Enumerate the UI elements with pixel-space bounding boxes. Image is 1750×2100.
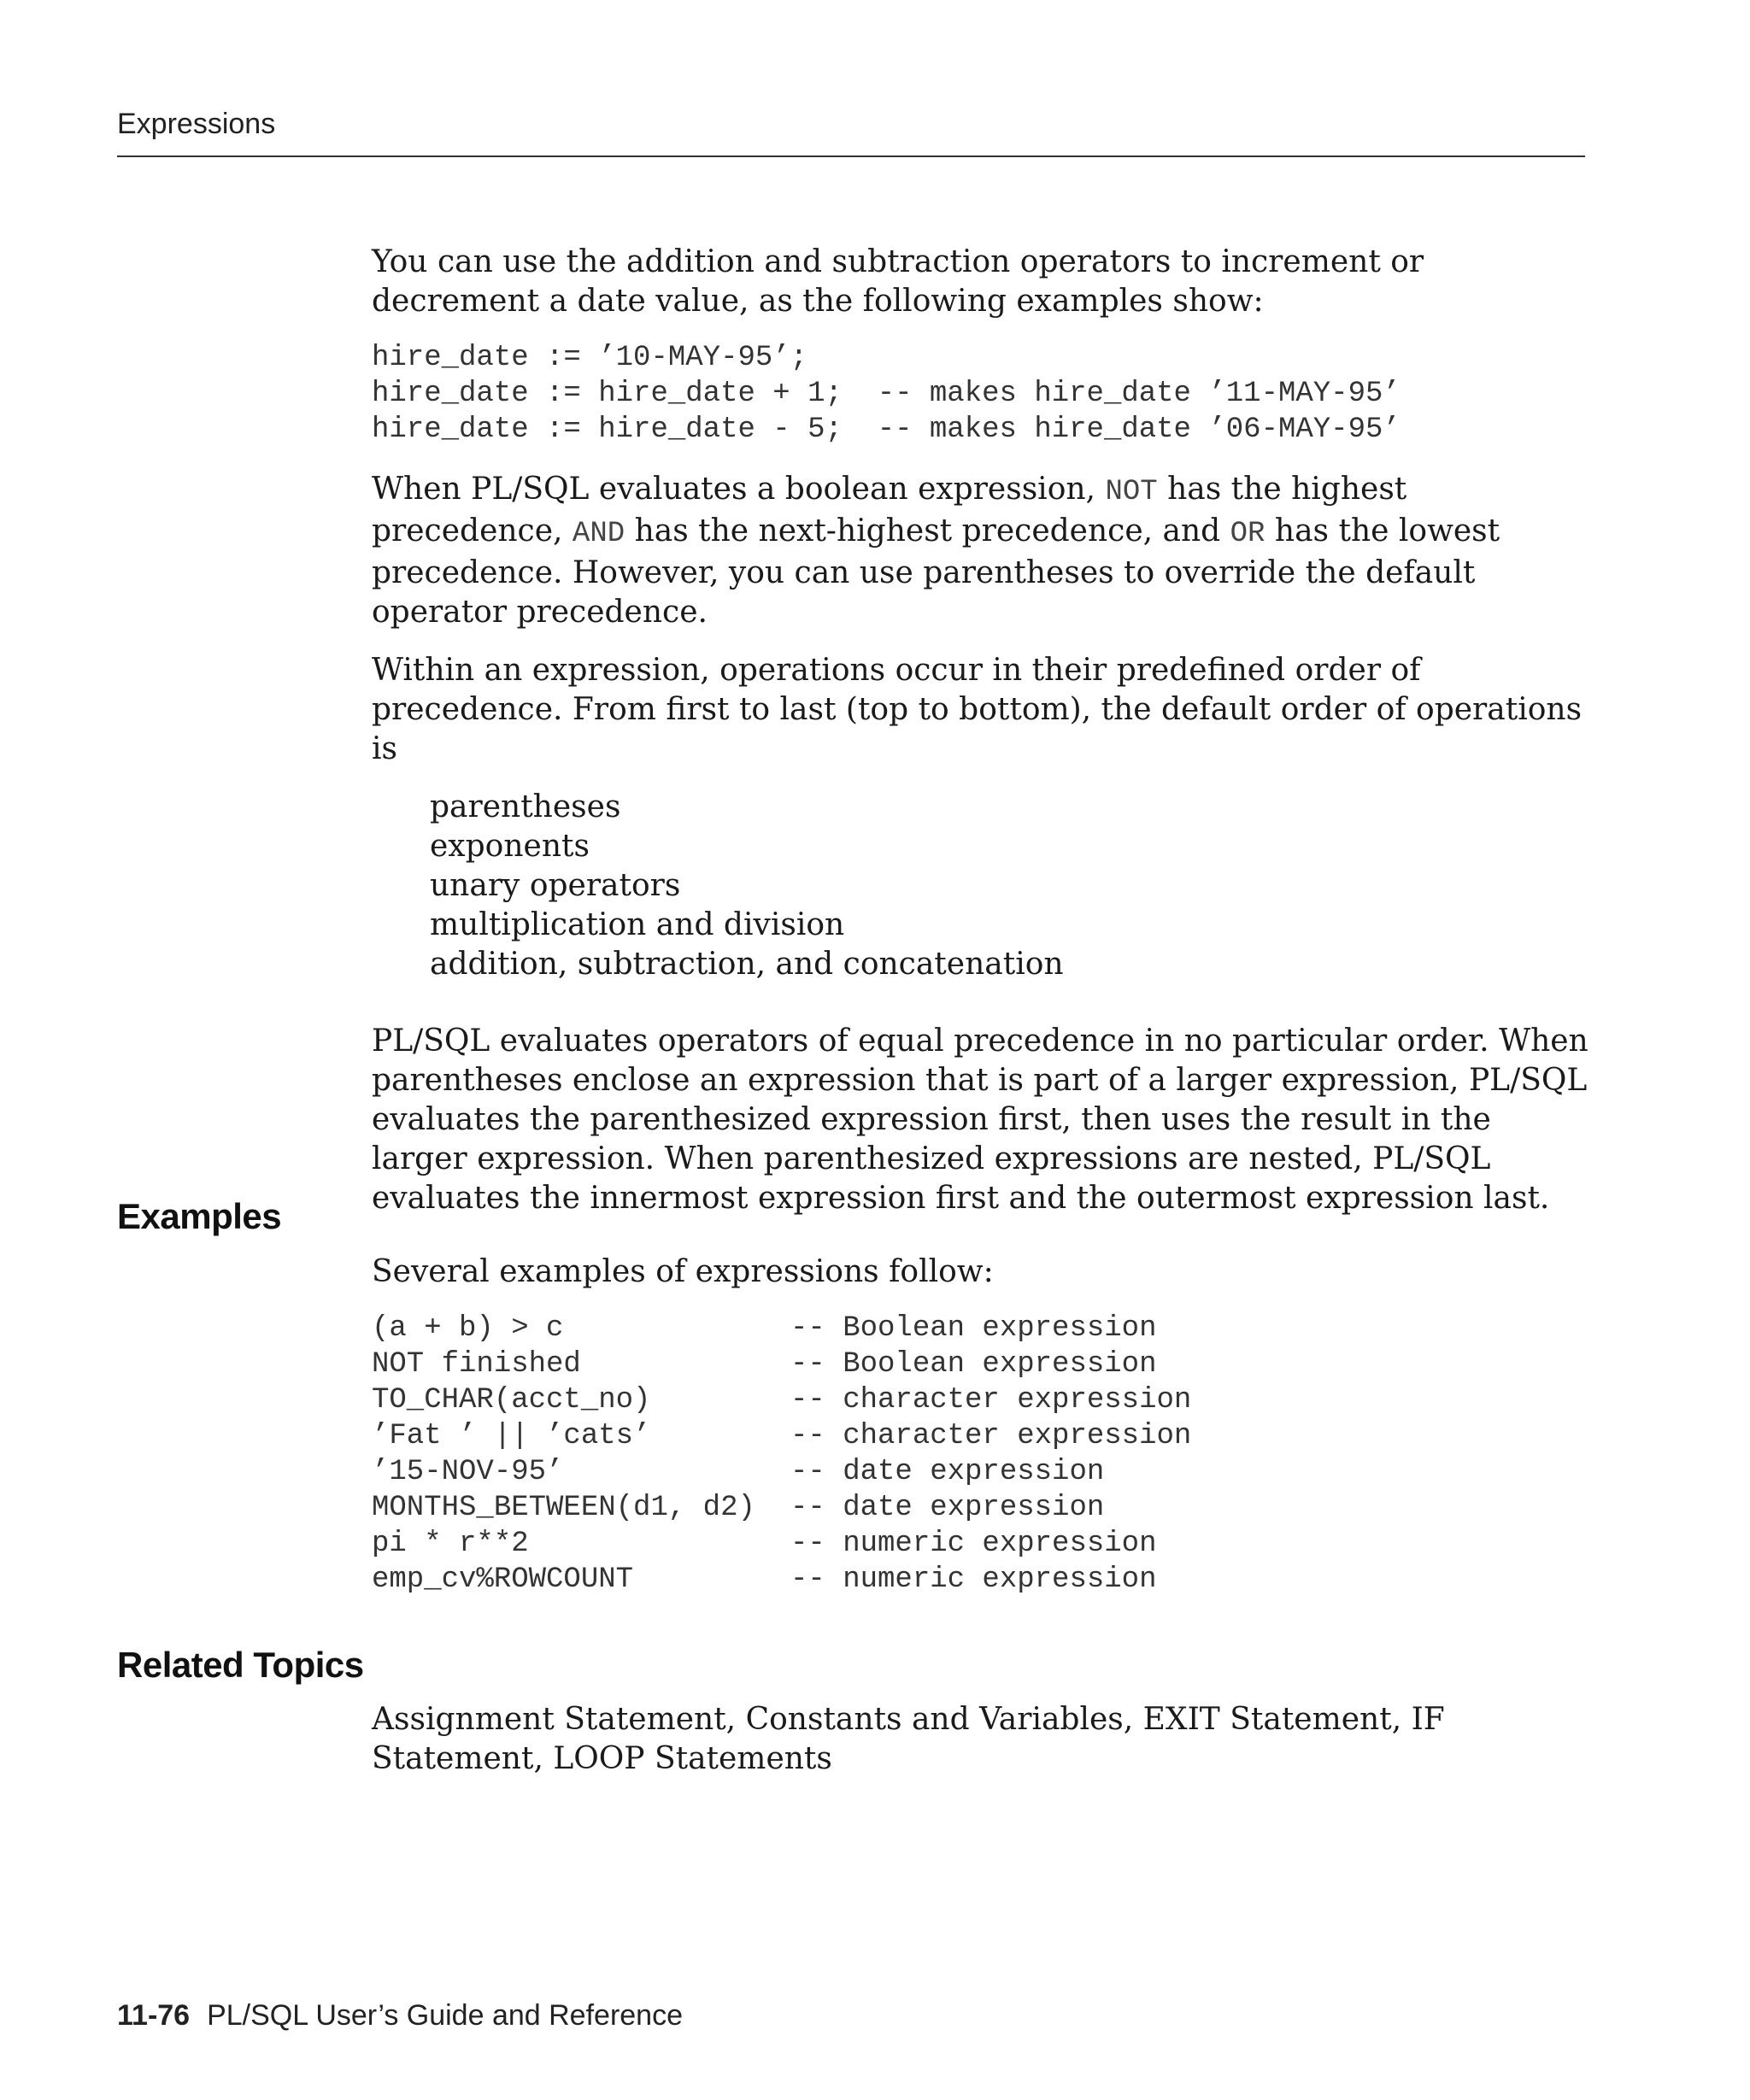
body-text-top [372,243,1589,1218]
equal-precedence-paragraph: PL/SQL evaluates operators of equal precedence in no particular order. When parentheses enclose an expression that is part of a larger expression, PL/SQL evaluates the parenthesized expression first, then uses the result in the larger expression. When parenthesized expressions are nested, PL/SQL evaluates the innermost expression first and the outermost expression last. [372,1024,1589,1216]
page-number: 11-76 [117,1999,191,2032]
examples-heading: Examples [117,1196,282,1236]
code-comment: -- character expression [790,1420,1192,1452]
text-run: has the next-highest precedence, and [625,513,1230,548]
inline-code-not: NOT [1105,476,1158,508]
list-item: unary operators [430,868,681,903]
text-run: has the lowest precedence. However, you can use parentheses to override the default operator precedence. [372,513,1500,630]
code-row [372,1382,1191,1418]
inline-code-or: OR [1230,518,1266,550]
code-comment: -- Boolean expression [790,1348,1157,1381]
examples-intro: Several examples of expressions follow: [372,1254,994,1289]
code-comment: -- character expression [790,1384,1192,1417]
code-expression: (a + b) > c [372,1312,564,1345]
code-row [372,1454,1191,1490]
code-comment: -- numeric expression [790,1563,1157,1596]
examples-block [372,1252,1589,1598]
code-expression: TO_CHAR(acct_no) [372,1384,651,1417]
code-comment: -- date expression [790,1456,1105,1488]
related-topics-links: Assignment Statement, Constants and Variables, EXIT Statement, IF Statement, LOOP Statements [372,1702,1445,1776]
date-arithmetic-paragraph: You can use the addition and subtraction operators to increment or decrement a date value, as the following examples show: [372,244,1424,319]
code-row [372,1490,1191,1526]
boolean-precedence-paragraph [372,470,1589,632]
list-item: exponents [430,829,590,864]
code-expression: NOT finished [372,1348,581,1381]
related-topics-heading: Related Topics [117,1645,364,1685]
code-line: hire_date := hire_date + 1; -- makes hire_date ’11-MAY-95’ [372,378,1401,410]
code-comment: -- Boolean expression [790,1312,1157,1345]
examples-code-table [372,1311,1191,1598]
inline-code-and: AND [572,518,625,550]
order-of-operations-list [372,788,1589,984]
related-topics-block [372,1700,1589,1779]
code-expression: pi * r**2 [372,1528,529,1560]
code-row [372,1526,1191,1562]
code-row [372,1562,1191,1598]
list-item: parentheses [430,789,621,824]
code-expression: MONTHS_BETWEEN(d1, d2) [372,1492,755,1524]
text-run: When PL/SQL evaluates a boolean expression, [372,472,1106,507]
code-line: hire_date := hire_date - 5; -- makes hire_date ’06-MAY-95’ [372,414,1401,446]
text-run: has the highest precedence, [372,472,1407,548]
header-rule [117,155,1585,157]
list-item: multiplication and division [430,907,845,942]
code-comment: -- numeric expression [790,1528,1157,1560]
book-title: PL/SQL User’s Guide and Reference [207,1999,683,2032]
code-expression: emp_cv%ROWCOUNT [372,1563,634,1596]
code-row [372,1311,1191,1346]
list-item: addition, subtraction, and concatenation [430,947,1064,982]
code-expression: ’Fat ’ || ’cats’ [372,1420,651,1452]
code-row [372,1418,1191,1454]
running-header: Expressions [117,108,276,140]
date-code-block [372,340,1589,448]
order-paragraph: Within an expression, operations occur in their predefined order of precedence. From first to last (top to bottom), the default order of operations is [372,653,1583,766]
code-expression: ’15-NOV-95’ [372,1456,564,1488]
code-line: hire_date := ’10-MAY-95’; [372,342,808,374]
page-footer [117,1999,683,2033]
code-comment: -- date expression [790,1492,1105,1524]
code-row [372,1346,1191,1382]
